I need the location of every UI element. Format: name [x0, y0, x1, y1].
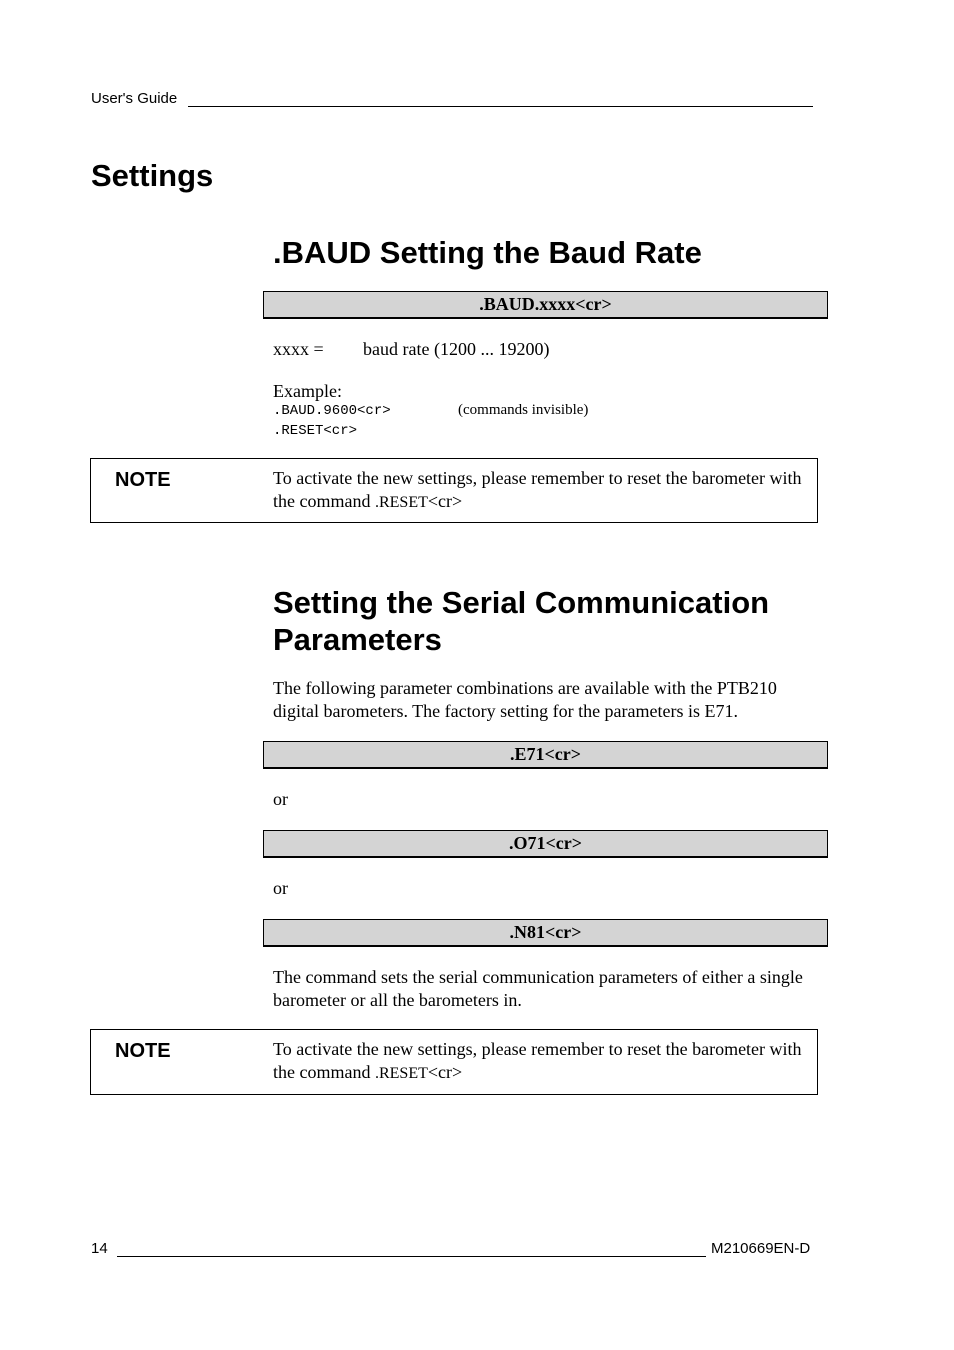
note-box-1 — [90, 458, 818, 523]
header-rule — [188, 106, 813, 107]
n81-command-box: .N81<cr> — [263, 919, 828, 947]
or-text-1: or — [273, 789, 288, 809]
e71-command-box: .E71<cr> — [263, 741, 828, 769]
note-text-1-suffix: <cr> — [427, 491, 463, 511]
running-header: User's Guide — [91, 90, 178, 107]
baud-heading: .BAUD Setting the Baud Rate — [273, 235, 702, 270]
serial-intro: The following parameter combinations are available with the PTB210 digital barometers. The factory setting for the parameters is E71. — [273, 678, 777, 721]
serial-heading — [273, 584, 833, 658]
page-number: 14 — [91, 1240, 108, 1257]
serial-description: The command sets the serial communication parameters of either a single barometer or all the barometers in. — [273, 967, 803, 1010]
note-text-1-body: To activate the new settings, please remember to reset the barometer with the command — [273, 468, 802, 511]
baud-example-line2: .RESET<cr> — [273, 423, 358, 439]
baud-param-row — [273, 338, 818, 361]
baud-example-label: Example: — [273, 381, 342, 401]
section-title: Settings — [91, 158, 214, 193]
note-text-2-body: To activate the new settings, please remember to reset the barometer with the command — [273, 1039, 802, 1082]
serial-heading-line2: Parameters — [273, 622, 442, 657]
note-label-1: NOTE — [115, 469, 171, 491]
baud-command-box: .BAUD.xxxx<cr> — [263, 291, 828, 319]
note-label-2: NOTE — [115, 1040, 171, 1062]
note-text-1 — [273, 467, 808, 514]
document-code: M210669EN-D — [711, 1240, 811, 1257]
baud-example-comment: (commands invisible) — [458, 402, 589, 418]
note-box-2 — [90, 1029, 818, 1095]
note-text-2-command: .RESET — [374, 1065, 428, 1082]
footer-rule — [117, 1256, 706, 1257]
or-text-2: or — [273, 878, 288, 898]
baud-param-desc: baud rate (1200 ... 19200) — [363, 339, 550, 359]
note-text-1-command: .RESET — [374, 494, 428, 511]
baud-param-name: xxxx = — [273, 339, 324, 359]
note-text-2 — [273, 1038, 808, 1085]
baud-example-line1: .BAUD.9600<cr> — [273, 403, 391, 419]
note-text-2-suffix: <cr> — [427, 1062, 463, 1082]
serial-heading-line1: Setting the Serial Communication — [273, 585, 770, 620]
o71-command-box: .O71<cr> — [263, 830, 828, 858]
